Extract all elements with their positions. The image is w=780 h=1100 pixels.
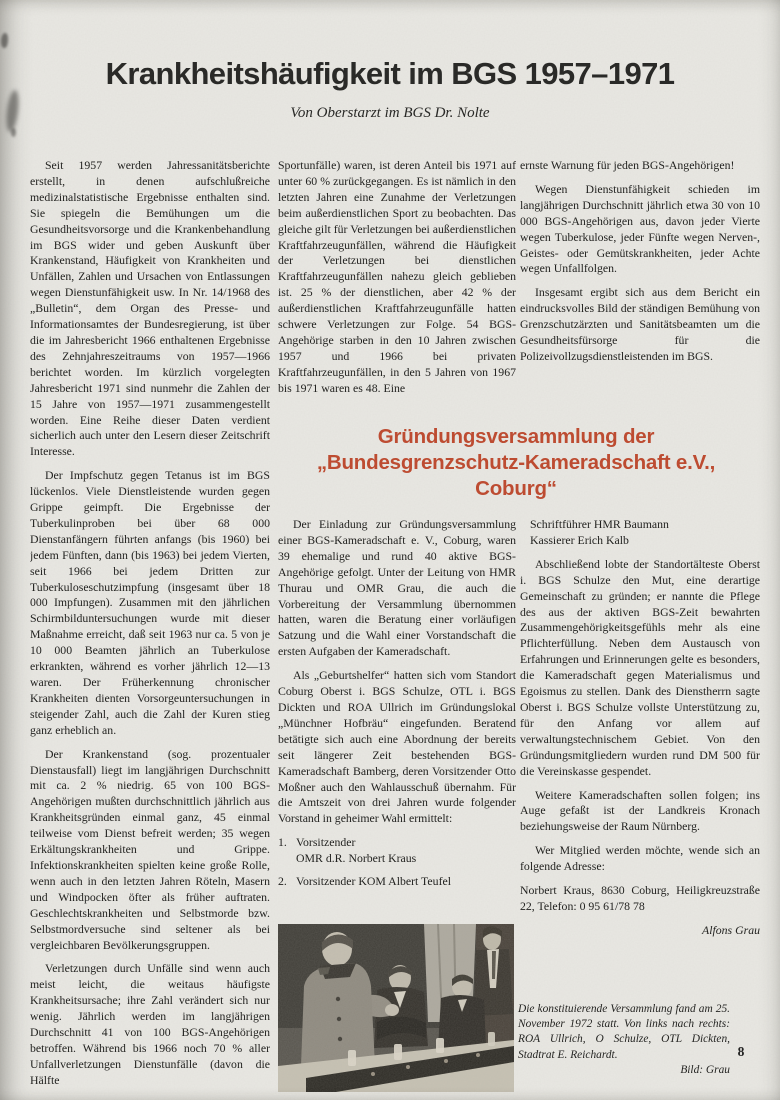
- list-item: [278, 874, 516, 890]
- article1-column-1: [30, 158, 270, 1092]
- article1-column-2: [278, 158, 516, 416]
- photo-caption-block: [518, 1002, 730, 1078]
- list-item-title: Vorsitzender KOM Albert Teufel: [296, 874, 452, 889]
- photo-credit: Bild: Grau: [680, 1063, 730, 1076]
- article2-heading-line1: Gründungsversammlung der: [377, 425, 655, 448]
- list-item-name: OMR d.R. Norbert Kraus: [296, 851, 417, 866]
- paragraph: Der Krankenstand (sog. prozentualer Dienstausfall) liegt im langjährigen Durchschnitt mit ca. 2 % niedrig. 65 von 100 BGS-Angehörigen mußten durchschnittlich jährlich aus Krankheitsgründen einmal ganz, 45 einmal teilweise vom Dienst befreit werden; 35 wegen Erkältungskrankheiten und Grippe. Infektionskrankheiten spielten keine große Rolle, wenn auch in den letzten Jahren Röteln, Masern und Windpocken öfter als früher auftraten. Geschlechtskrankheiten und Selbstmorde bzw. Selbstmordversuche sind seltener als bei vergleichbaren Bevölkerungsgruppen.: [30, 746, 270, 952]
- article2-heading-line2: „Bundesgrenzschutz-Kameradschaft e.V.,: [316, 451, 716, 474]
- scan-smudge: [11, 128, 16, 137]
- list-item: [278, 835, 516, 867]
- list-item-title: Vorsitzender: [296, 835, 356, 850]
- paragraph: Als „Geburtshelfer“ hatten sich vom Standort Coburg Oberst i. BGS Schulze, OTL i. BGS Dickten und ROA Ullrich im Gründungslokal „Münchner Hofbräu“ eingefunden. Beratend betätigte sich auch eine Abordnung der bereits seit längerer Zeit bestehenden BGS-Kameradschaft Bamberg, deren Vorsitzender Otto Moßner auch den Wahlausschuß übernahm. Für die Amtszeit von drei Jahren wurde folgender Vorstand in geheimer Wahl ermittelt:: [278, 668, 516, 826]
- scan-smudge: [1, 33, 8, 48]
- paragraph: ernste Warnung für jeden BGS-Angehörigen!: [520, 158, 735, 172]
- paragraph: Weitere Kameradschaften sollen folgen; ins Auge gefaßt ist der Landkreis Kronach beziehungsweise der Raum Nürnberg.: [520, 787, 760, 834]
- author-signature: Alfons Grau: [701, 922, 760, 937]
- paragraph: Abschließend lobte der Standortälteste Oberst i. BGS Schulze den Mut, eine derartige Gemeinschaft zu gründen; er nannte die Pflege des aus der aktiven BGS-Zeit bewahrten Zusammengehörigkeitsgefühls mehr als eine Pflichterfüllung. Neben dem Austausch von Erfahrungen und Erinnerungen gelte es besonders, die Kameradschaft gegen Materialismus und Egoismus zu stellen. Dank des Dienstherrn sagte Oberst i. BGS Schulze vollste Unterstützung zu, für den Anfang vor allem auf verwaltungstechnischem Gebiet. Von den Gründungsmitgliedern wurden rund DM 500 für die Vereinskasse gespendet.: [520, 556, 760, 778]
- officer-lines: [520, 517, 760, 549]
- paragraph: Der Impfschutz gegen Tetanus ist im BGS lückenlos. Viele Dienstleistende wurden gegen Grippe geimpft. Die Ergebnisse der Tuberkulinproben bei über 68 000 Dienstanfängern führten anfangs (bis 1960) bei jedem Fünften, dann (bis 1963) bei jedem Vierten, seit 1966 bei jedem Dritten zur Tuberkuloseschutzimpfung (insgesamt über 18 000 Impfungen). Zusammen mit den jährlichen Schirmbilduntersuchungen wurde mit dieser Maßnahme erreicht, daß seit 1963 nur ca. 5 von je 10 000 Beamten jährlich an Tuberkulose erkrankten, während es vorher jährlich 12—13 waren. Der Früherkennung chronischer Krankheiten dienten Vorsorgeuntersuchungen in steigender Zahl, auch die Zahl der Kuren stieg ganz erheblich an.: [30, 468, 270, 737]
- page-number: 8: [737, 1044, 745, 1059]
- article2-column-2: [520, 517, 760, 969]
- board-member-list: [278, 835, 516, 890]
- paragraph: Wegen Dienstunfähigkeit schieden im langjährigen Durchschnitt jährlich etwa 30 von 10 000 BGS-Angehörigen aus, davon jeder Vierte wegen Tuberkulose, jeder Fünfte wegen Nerven-, Geistes- oder Gemütskrankheiten, jeder Achte wegen Unfallfolgen.: [520, 181, 760, 276]
- photo-illustration: [278, 924, 514, 1092]
- paragraph: Der Einladung zur Gründungsversammlung einer BGS-Kameradschaft e. V., Coburg, waren 39 ehemalige und rund 40 aktive BGS-Angehörige gefolgt. Unter der Leitung von HMR Thurau und OMR Grau, die auch die Vorbereitung der Versammlung übernommen hatten, waren die Beratung einer vorläufigen Satzung und die Wahl einer Vorstandschaft die ersten Aufgaben der Kameradschaft.: [278, 517, 516, 659]
- paragraph: Insgesamt ergibt sich aus dem Bericht ein eindrucksvolles Bild der ständigen Bemühung von Grenzschutzärzten und Sanitätsbeamten um die Gesundheitsfürsorge für die Polizeivollzugsdienstleistenden im BGS.: [520, 285, 760, 363]
- photo-caption: Die konstituierende Versammlung fand am 25. November 1972 statt. Von links nach rechts: ROA Ullrich, O Schulze, OTL Dickten, Stadtrat E. Reichardt.: [518, 1003, 730, 1061]
- paragraph: Norbert Kraus, 8630 Coburg, Heiligkreuzstraße 22, Telefon: 0 95 61/78 78: [520, 883, 760, 913]
- article1-column-3: [520, 158, 760, 418]
- paragraph: Seit 1957 werden Jahressanitätsberichte erstellt, in denen aufschlußreiche medizinalstatistische Ergebnisse enthalten sind. Sie spiegeln die Bemühungen um die Gesundheitsvorsorge und die Krankenbehandlung im BGS wider und geben Auskunft über Krankenstand, Häufigkeit von Krankheiten und Unfällen, Zahlen und Ursachen von Entlassungen wegen Dienstunfähigkeit usw. In Nr. 14/1968 des „Bulletin“, dem Organ des Presse- und Informationsamtes der Bundesregierung, ist über die im Jahresbericht 1966 enthaltenen Ergebnisse des Zehnjahreszeitraums von 1957—1966 berichtet worden. Im kürzlich vorgelegten Jahresbericht 1971 sind nunmehr die Zahlen der 15 Jahre von 1957—1971 zusammengestellt worden. Eine Reihe dieser Daten verdient sicherlich auch unter den Lesern dieser Zeitschrift Interesse.: [30, 158, 270, 459]
- paragraph: Verletzungen durch Unfälle sind wenn auch meist leicht, die weitaus häufigste Krankheitsursache; ihre Zahl verändert sich nur wenig. Jährlich werden im langjährigen Durchschnitt 41 von 100 BGS-Angehörigen betroffen. Während bis 1966 noch 70 % aller Unfallverletzungen Dienstunfälle (davon die Hälfte: [30, 961, 270, 1087]
- paragraph: Wer Mitglied werden möchte, wende sich an folgende Adresse:: [520, 843, 760, 874]
- founding-assembly-photo: [278, 924, 514, 1092]
- byline: Von Oberstarzt im BGS Dr. Nolte: [290, 105, 490, 121]
- paragraph: Sportunfälle) waren, ist deren Anteil bis 1971 auf unter 60 % zurückgegangen. Es ist nämlich in den letzten Jahren eine Zunahme der Verletzungen beim außerdienstlichen Sport zu beobachten. Das gleiche gilt für Verletzungen bei außerdienstlichen Kraftfahrzeugunfällen, während die Häufigkeit der Verletzungen bei dienstlichen Kraftfahrzeugunfällen nahezu gleich geblieben ist. 25 % der dienstlichen, aber 42 % der außerdienstlichen Kraftfahrzeugunfälle hatten schwere Verletzungen zur Folge. 54 BGS-Angehörige starben in den 10 Jahren zwischen 1957 und 1966 bei privaten Kraftfahrzeugunfällen, in den 5 Jahren von 1967 bis 1971 waren es 48. Eine: [278, 158, 516, 395]
- page-title: Krankheitshäufigkeit im BGS 1957–1971: [105, 56, 675, 91]
- article2-column-1: [278, 517, 516, 921]
- list-item-number: 1.: [278, 835, 287, 850]
- list-item-number: 2.: [278, 874, 287, 889]
- article2-heading: [266, 424, 766, 502]
- officer-line: Schriftführer HMR Baumann: [530, 517, 669, 531]
- officer-line: Kassierer Erich Kalb: [530, 532, 629, 547]
- article2-heading-line3: Coburg“: [475, 477, 557, 500]
